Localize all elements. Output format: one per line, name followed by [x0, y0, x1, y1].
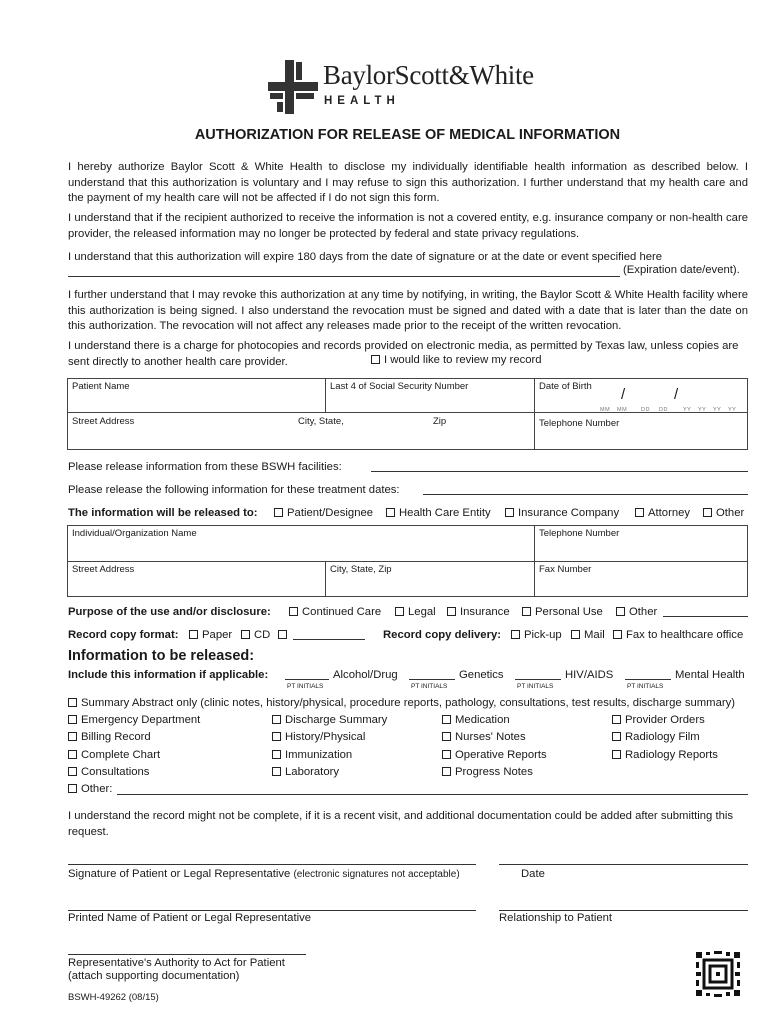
paragraph-recipient: I understand that if the recipient authorized to receive the information is not a covered entity, e.g. insurance company or non-health care provider, the released information may no longer be protected by federal and state privacy regulations. — [68, 212, 748, 240]
initials-caption: PT INITIALS — [287, 683, 324, 690]
include-alcohol-drug: Alcohol/Drug — [333, 669, 398, 681]
initials-caption: PT INITIALS — [411, 683, 448, 690]
option-label: Provider Orders — [625, 714, 705, 726]
include-label: Include this information if applicable: — [68, 669, 269, 681]
dob-format-mm1: MM — [600, 407, 611, 413]
delivery-fax[interactable] — [613, 629, 743, 641]
dob-format-yy1: YY — [683, 407, 692, 413]
checkbox[interactable] — [278, 630, 287, 639]
checkbox[interactable] — [442, 767, 451, 776]
checkbox[interactable] — [68, 784, 77, 793]
paragraph-revoke: I further understand that I may revoke this authorization at any time by notifying, in writing, the Baylor Scott & White Health facility where this authorization is being signed. I also understand the revocation must be signed and dated with a date that is later than the date on this authorization. The revocation will not affect any releases made prior to the receipt of the written revocation. — [68, 289, 748, 332]
dob-format-dd1: DD — [641, 407, 650, 413]
relationship-line[interactable] — [499, 898, 748, 911]
option-label: Radiology Film — [625, 731, 700, 743]
option-label: Other — [716, 507, 745, 519]
authority-line[interactable] — [68, 942, 306, 955]
option-label: Paper — [202, 629, 233, 641]
street-label: Street Address — [72, 416, 135, 427]
format-other[interactable] — [278, 629, 291, 641]
released-to-label: The information will be released to: — [68, 507, 258, 519]
option-label: Other: — [81, 783, 113, 795]
initials-alcohol-line[interactable] — [285, 667, 329, 680]
form-id: BSWH-49262 (08/15) — [68, 992, 159, 1003]
record-other-line[interactable] — [117, 782, 748, 795]
format-cd[interactable] — [241, 629, 270, 641]
record-consultations[interactable] — [68, 766, 149, 778]
record-medication[interactable] — [442, 714, 510, 726]
checkbox[interactable] — [442, 732, 451, 741]
checkbox[interactable] — [272, 750, 281, 759]
include-genetics: Genetics — [459, 669, 504, 681]
delivery-pickup[interactable] — [511, 629, 562, 641]
option-label: Other — [629, 606, 658, 618]
checkbox[interactable] — [289, 607, 298, 616]
record-radiology-reports[interactable] — [612, 749, 718, 761]
option-label: Billing Record — [81, 731, 151, 743]
checkbox[interactable] — [68, 698, 77, 707]
include-hiv-aids: HIV/AIDS — [565, 669, 614, 681]
recipient-city-label: City, State, Zip — [330, 564, 392, 575]
purpose-other[interactable] — [616, 606, 657, 618]
option-health-care-entity[interactable] — [386, 507, 491, 519]
record-nurses-notes[interactable] — [442, 731, 526, 743]
option-label: Progress Notes — [455, 766, 533, 778]
checkbox[interactable] — [442, 715, 451, 724]
signature-label — [68, 868, 460, 880]
treatment-dates-label: Please release the following information for these treatment dates: — [68, 484, 400, 496]
record-discharge[interactable] — [272, 714, 387, 726]
checkbox[interactable] — [395, 607, 404, 616]
record-progress[interactable] — [442, 766, 533, 778]
checkbox[interactable] — [612, 750, 621, 759]
complete-note: I understand the record might not be complete, if it is a recent visit, and additional documentation could be added after submitting this request. — [68, 810, 734, 838]
initials-mental-line[interactable] — [625, 667, 671, 680]
dob-format-yy2: YY — [698, 407, 707, 413]
logo-sub: HEALTH — [324, 95, 400, 107]
record-emergency[interactable] — [68, 714, 200, 726]
option-label: Operative Reports — [455, 749, 547, 761]
record-complete-chart[interactable] — [68, 749, 160, 761]
checkbox[interactable] — [447, 607, 456, 616]
signature-text: Signature of Patient or Legal Representative — [68, 868, 291, 880]
record-immunization[interactable] — [272, 749, 352, 761]
purpose-continued-care[interactable] — [289, 606, 381, 618]
dob-format-yy4: YY — [728, 407, 737, 413]
review-record-label: I would like to review my record — [384, 354, 542, 366]
dob-format-mm2: MM — [617, 407, 628, 413]
option-label: Insurance — [460, 606, 510, 618]
format-paper[interactable] — [189, 629, 232, 641]
facilities-input-line[interactable] — [371, 459, 748, 472]
option-label: Discharge Summary — [285, 714, 388, 726]
recipient-name-label: Individual/Organization Name — [72, 528, 197, 539]
checkbox[interactable] — [505, 508, 514, 517]
option-label: Continued Care — [302, 606, 382, 618]
printed-name-line[interactable] — [68, 898, 476, 911]
option-label: Immunization — [285, 749, 353, 761]
checkbox[interactable] — [272, 732, 281, 741]
dob-label: Date of Birth — [539, 381, 592, 392]
record-operative[interactable] — [442, 749, 547, 761]
option-label: Summary Abstract only (clinic notes, history/physical, procedure reports, pathology, consultations, test results, discharge summary) — [81, 697, 736, 709]
option-label: Nurses' Notes — [455, 731, 526, 743]
signature-note: (electronic signatures not acceptable) — [293, 869, 460, 880]
checkbox[interactable] — [189, 630, 198, 639]
checkbox[interactable] — [241, 630, 250, 639]
record-laboratory[interactable] — [272, 766, 339, 778]
checkbox[interactable] — [522, 607, 531, 616]
option-patient-designee[interactable] — [274, 507, 373, 519]
option-label: Pick-up — [524, 629, 562, 641]
checkbox[interactable] — [68, 715, 77, 724]
option-attorney[interactable] — [635, 507, 690, 519]
printed-name-label: Printed Name of Patient or Legal Representative — [68, 912, 312, 924]
date-line[interactable] — [499, 852, 748, 865]
option-label: Insurance Company — [518, 507, 620, 519]
authority-label: Representative's Authority to Act for Patient — [68, 957, 285, 969]
checkbox[interactable] — [68, 767, 77, 776]
option-label: Medication — [455, 714, 510, 726]
format-other-line[interactable] — [293, 627, 365, 640]
checkbox[interactable] — [703, 508, 712, 517]
checkbox[interactable] — [442, 750, 451, 759]
checkbox[interactable] — [616, 607, 625, 616]
purpose-legal[interactable] — [395, 606, 436, 618]
option-label: Mail — [584, 629, 605, 641]
logo-name: BaylorScott&White — [323, 60, 534, 90]
relationship-label: Relationship to Patient — [499, 912, 613, 924]
record-history[interactable] — [272, 731, 365, 743]
option-label: Fax to healthcare office — [626, 629, 744, 641]
record-other[interactable] — [68, 783, 112, 795]
checkbox[interactable] — [613, 630, 622, 639]
option-label: CD — [254, 629, 271, 641]
recipient-street-label: Street Address — [72, 564, 135, 575]
phone-label: Telephone Number — [539, 418, 620, 429]
city-label: City, State, — [298, 416, 344, 427]
dob-slash-1: / — [621, 386, 626, 403]
patient-name-label: Patient Name — [72, 381, 130, 392]
dob-slash-2: / — [674, 386, 679, 403]
delivery-mail[interactable] — [571, 629, 605, 641]
checkbox[interactable] — [371, 355, 380, 364]
recipient-fax-label: Fax Number — [539, 564, 592, 575]
recipient-phone-label: Telephone Number — [539, 528, 620, 539]
option-insurance-company[interactable] — [505, 507, 619, 519]
record-radiology-film[interactable] — [612, 731, 700, 743]
checkbox[interactable] — [272, 715, 281, 724]
barcode-icon — [694, 950, 742, 998]
facilities-label: Please release information from these BSWH facilities: — [68, 461, 342, 473]
option-label: Legal — [408, 606, 436, 618]
purpose-personal-use[interactable] — [522, 606, 603, 618]
logo-cross-icon — [268, 60, 318, 114]
option-label: Patient/Designee — [287, 507, 374, 519]
summary-abstract-option[interactable] — [68, 697, 735, 709]
checkbox[interactable] — [386, 508, 395, 517]
ssn-label: Last 4 of Social Security Number — [330, 381, 469, 392]
expiration-input-line[interactable] — [68, 264, 620, 277]
purpose-label: Purpose of the use and/or disclosure: — [68, 606, 271, 618]
initials-caption: PT INITIALS — [627, 683, 664, 690]
checkbox[interactable] — [272, 767, 281, 776]
checkbox[interactable] — [612, 732, 621, 741]
checkbox[interactable] — [612, 715, 621, 724]
option-label: Laboratory — [285, 766, 340, 778]
initials-genetics-line[interactable] — [409, 667, 455, 680]
option-other[interactable] — [703, 507, 744, 519]
option-label: Consultations — [81, 766, 150, 778]
authority-note: (attach supporting documentation) — [68, 970, 240, 982]
initials-caption: PT INITIALS — [517, 683, 554, 690]
checkbox[interactable] — [511, 630, 520, 639]
option-label: Emergency Department — [81, 714, 201, 726]
include-mental-health: Mental Health — [675, 669, 745, 681]
form-title: AUTHORIZATION FOR RELEASE OF MEDICAL INFORMATION — [194, 127, 621, 143]
checkbox[interactable] — [635, 508, 644, 517]
record-provider-orders[interactable] — [612, 714, 705, 726]
review-record-option[interactable] — [371, 354, 542, 366]
option-label: Health Care Entity — [399, 507, 491, 519]
copy-delivery-label: Record copy delivery: — [383, 629, 502, 641]
option-label: Complete Chart — [81, 749, 161, 761]
expiration-label: (Expiration date/event). — [623, 264, 740, 276]
checkbox[interactable] — [68, 732, 77, 741]
date-label: Date — [521, 868, 545, 880]
purpose-insurance[interactable] — [447, 606, 510, 618]
treatment-dates-input-line[interactable] — [423, 482, 748, 495]
info-heading: Information to be released: — [68, 648, 255, 664]
record-billing[interactable] — [68, 731, 151, 743]
option-label: Personal Use — [535, 606, 603, 618]
option-label: Radiology Reports — [625, 749, 718, 761]
checkbox[interactable] — [68, 750, 77, 759]
copy-format-label: Record copy format: — [68, 629, 179, 641]
paragraph-expire: I understand that this authorization will expire 180 days from the date of signature or at the date or event specified here — [68, 251, 663, 263]
dob-format-yy3: YY — [713, 407, 722, 413]
signature-line[interactable] — [68, 852, 476, 865]
dob-format-dd2: DD — [659, 407, 668, 413]
zip-label: Zip — [433, 416, 447, 427]
option-label: Attorney — [648, 507, 691, 519]
purpose-other-line[interactable] — [663, 604, 748, 617]
charge-text: I understand there is a charge for photocopies and records provided on electronic media, as permitted by Texas law, unless copies are sent directly to another health care provider. — [68, 340, 739, 368]
option-label: History/Physical — [285, 731, 366, 743]
checkbox[interactable] — [274, 508, 283, 517]
initials-hiv-line[interactable] — [515, 667, 561, 680]
paragraph-authorize: I hereby authorize Baylor Scott & White Health to disclose my individually identifiable health information as described below. I understand that this authorization is voluntary and I may refuse to sign this authorization. I further understand that my health care and the payment of my health care will not be affected if I do not sign this form. — [68, 161, 748, 204]
checkbox[interactable] — [571, 630, 580, 639]
